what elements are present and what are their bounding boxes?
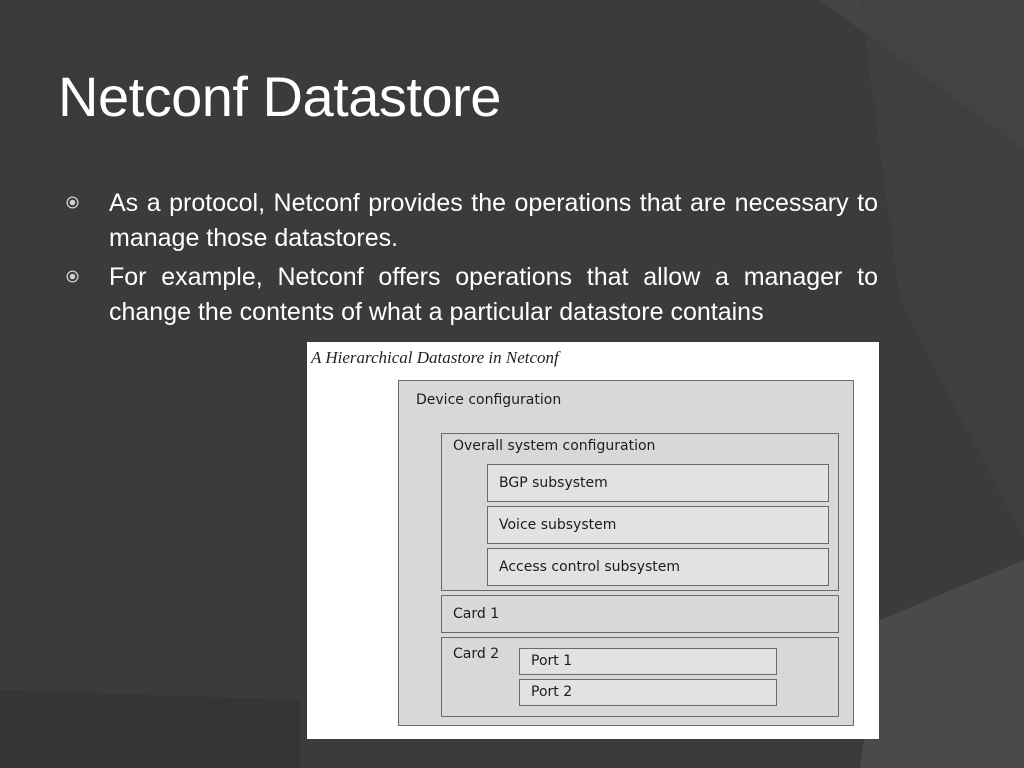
access-control-subsystem-box bbox=[487, 548, 829, 586]
slide-title: Netconf Datastore bbox=[58, 65, 501, 128]
port-1-box bbox=[519, 648, 777, 675]
figure-caption: A Hierarchical Datastore in Netconf bbox=[311, 348, 559, 367]
bullet-text: As a protocol, Netconf provides the operations that are necessary to manage those datastores. bbox=[109, 189, 878, 252]
card-1-box bbox=[441, 595, 839, 633]
bullet-text: For example, Netconf offers operations that allow a manager to change the contents of what a particular datastore contains bbox=[109, 263, 878, 326]
card-2-label: Card 2 bbox=[453, 646, 500, 662]
port-2-label: Port 2 bbox=[531, 684, 573, 700]
overall-system-label: Overall system configuration bbox=[453, 438, 656, 454]
bullet-list bbox=[60, 186, 878, 334]
bullet-item bbox=[60, 186, 878, 256]
voice-subsystem-box bbox=[487, 506, 829, 544]
port-2-box bbox=[519, 679, 777, 706]
card-2-box bbox=[441, 637, 839, 717]
device-configuration-box bbox=[398, 380, 854, 726]
overall-system-box bbox=[441, 433, 839, 591]
access-control-subsystem-label: Access control subsystem bbox=[499, 559, 681, 575]
device-configuration-label: Device configuration bbox=[416, 392, 562, 408]
datastore-diagram bbox=[307, 342, 879, 739]
voice-subsystem-label: Voice subsystem bbox=[499, 517, 617, 533]
circle-dot-icon bbox=[66, 196, 79, 209]
port-1-label: Port 1 bbox=[531, 653, 573, 669]
card-1-label: Card 1 bbox=[453, 606, 500, 622]
bullet-item bbox=[60, 260, 878, 330]
bgp-subsystem-box bbox=[487, 464, 829, 502]
bgp-subsystem-label: BGP subsystem bbox=[499, 475, 608, 491]
circle-dot-icon bbox=[66, 270, 79, 283]
